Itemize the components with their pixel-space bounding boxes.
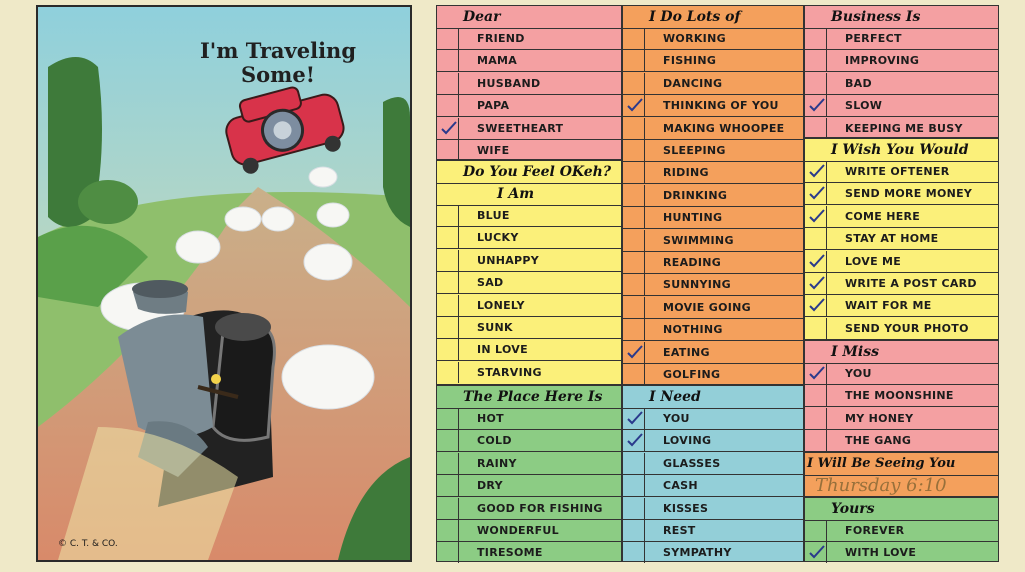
checkbox[interactable]: [805, 118, 827, 139]
checkbox[interactable]: [805, 161, 827, 182]
checklist-item-label: WITH LOVE: [845, 546, 917, 560]
checklist-item[interactable]: [437, 542, 621, 564]
checklist-item[interactable]: [437, 317, 621, 339]
checkbox[interactable]: [623, 430, 645, 451]
checklist-item[interactable]: [623, 28, 803, 50]
checkbox[interactable]: [623, 207, 645, 228]
checklist-item-label: SLOW: [845, 99, 883, 113]
checklist-item-label: WORKING: [663, 32, 726, 45]
section-wish: [804, 138, 999, 340]
checkbox[interactable]: [437, 295, 459, 316]
checklist-item-label: RAINY: [477, 456, 517, 470]
checklist-item[interactable]: [805, 318, 998, 340]
checklist-item-label: MAMA: [477, 54, 518, 68]
checklist-item[interactable]: [437, 339, 621, 361]
checklist-item[interactable]: [805, 542, 998, 564]
section-header-miss: I Miss: [805, 341, 998, 364]
publisher-credit: © C. T. & CO.: [58, 539, 118, 549]
checklist-item-label: LOVE ME: [845, 254, 902, 268]
checkbox[interactable]: [437, 205, 459, 226]
checklist-item-label: SYMPATHY: [663, 546, 732, 560]
checklist-item[interactable]: [437, 227, 621, 249]
checklist-item[interactable]: [805, 95, 998, 117]
checklist-item[interactable]: [805, 385, 998, 407]
check-mark-icon: [441, 121, 457, 135]
checklist-item[interactable]: [437, 272, 621, 294]
section-header-dear: Dear: [437, 6, 621, 29]
checklist-item-label: TIRESOME: [477, 546, 543, 560]
section-place: [436, 385, 622, 562]
checkbox[interactable]: [805, 318, 827, 339]
checklist-item-label: SWIMMING: [663, 233, 734, 247]
checklist-item[interactable]: [805, 206, 998, 228]
checklist-item[interactable]: [437, 205, 621, 227]
checklist-item-label: READING: [663, 256, 722, 269]
checklist-item-label: SEND MORE MONEY: [845, 187, 973, 201]
checklist-item[interactable]: [805, 430, 998, 452]
checklist-item-label: EATING: [663, 345, 710, 359]
section-header-yours: Yours: [805, 498, 998, 521]
checklist-item-label: KEEPING ME BUSY: [845, 121, 963, 135]
checklist-item[interactable]: [437, 453, 621, 475]
checkbox[interactable]: [623, 73, 645, 94]
checkbox[interactable]: [623, 453, 645, 474]
checklist-item[interactable]: [437, 140, 621, 162]
checkbox[interactable]: [437, 498, 459, 519]
section-dear: [436, 5, 622, 160]
illustration-title: [188, 39, 368, 87]
check-mark-icon: [809, 254, 825, 268]
checkbox[interactable]: [623, 162, 645, 183]
checklist-item[interactable]: [623, 453, 803, 475]
checkbox[interactable]: [805, 73, 827, 94]
checklist-item[interactable]: [805, 251, 998, 273]
checklist-item[interactable]: [805, 161, 998, 183]
checkbox[interactable]: [437, 430, 459, 451]
checklist-item[interactable]: [805, 363, 998, 385]
checklist-item[interactable]: [623, 274, 803, 296]
checklist-item[interactable]: [623, 185, 803, 207]
section-lots: [622, 5, 804, 385]
check-mark-icon: [809, 186, 825, 200]
checklist-item[interactable]: [437, 408, 621, 430]
checkbox[interactable]: [437, 542, 459, 563]
checklist-item-label: MY HONEY: [845, 411, 914, 425]
checklist-item-label: WRITE A POST CARD: [845, 277, 977, 290]
postcard-illustration: [36, 5, 412, 562]
checkbox[interactable]: [623, 50, 645, 71]
checkbox[interactable]: [805, 206, 827, 227]
checkbox[interactable]: [623, 364, 645, 385]
checklist-item[interactable]: [623, 430, 803, 452]
checkbox[interactable]: [437, 272, 459, 293]
section-miss: [804, 340, 999, 452]
checkbox[interactable]: [437, 28, 459, 49]
checkbox[interactable]: [623, 140, 645, 161]
checklist-item[interactable]: [805, 28, 998, 50]
checklist-item-label: UNHAPPY: [477, 253, 540, 267]
checkbox[interactable]: [623, 319, 645, 340]
checklist-item-label: SUNK: [477, 321, 513, 334]
checklist-item-label: HUNTING: [663, 211, 723, 225]
checklist-item-label: PAPA: [477, 99, 510, 113]
checkbox[interactable]: [437, 520, 459, 541]
checklist-item-label: STAY AT HOME: [845, 232, 939, 246]
checklist-item-label: WONDERFUL: [477, 524, 559, 537]
checklist-item[interactable]: [437, 250, 621, 272]
checklist-item-label: FOREVER: [845, 524, 905, 537]
checklist-item[interactable]: [437, 73, 621, 95]
section-header-lots: I Do Lots of: [623, 6, 803, 29]
checklist-item[interactable]: [437, 475, 621, 497]
checklist-item[interactable]: [623, 73, 803, 95]
checklist-item[interactable]: [623, 408, 803, 430]
checklist-item[interactable]: [623, 207, 803, 229]
column-1: [436, 5, 622, 562]
checkbox[interactable]: [623, 542, 645, 563]
checklist-item[interactable]: [805, 118, 998, 140]
checklist-item-label: GOOD FOR FISHING: [477, 501, 603, 515]
checklist-item[interactable]: [805, 183, 998, 205]
checkbox[interactable]: [437, 453, 459, 474]
checklist-item-label: KISSES: [663, 501, 709, 515]
checklist-item-label: RIDING: [663, 166, 709, 180]
checklist-item-label: HUSBAND: [477, 76, 541, 90]
checkbox[interactable]: [623, 475, 645, 496]
checkbox[interactable]: [437, 73, 459, 94]
checklist-item-label: THE GANG: [845, 434, 912, 448]
checklist-item-label: SWEETHEART: [477, 121, 564, 135]
check-mark-icon: [809, 545, 825, 559]
checklist-item-label: FRIEND: [477, 32, 525, 45]
check-mark-icon: [809, 98, 825, 112]
checklist-item[interactable]: [437, 118, 621, 140]
checklist-item[interactable]: [623, 319, 803, 341]
checklist-item[interactable]: [623, 118, 803, 140]
checklist-item-label: NOTHING: [663, 323, 723, 337]
section-feel: [436, 160, 622, 385]
checkbox[interactable]: [805, 228, 827, 249]
checklist-item[interactable]: [623, 230, 803, 252]
checkbox[interactable]: [437, 95, 459, 116]
checkbox[interactable]: [623, 95, 645, 116]
checkbox[interactable]: [623, 498, 645, 519]
column-2: [622, 5, 804, 562]
checklist-item-label: BAD: [845, 76, 872, 90]
checklist-item[interactable]: [623, 162, 803, 184]
checkbox[interactable]: [623, 230, 645, 251]
checklist-item-label: IMPROVING: [845, 54, 920, 68]
checkbox[interactable]: [437, 50, 459, 71]
checklist-item[interactable]: [437, 520, 621, 542]
checklist-item[interactable]: [623, 475, 803, 497]
checklist-item-label: HOT: [477, 412, 504, 425]
scene-art: [38, 7, 410, 560]
checkbox[interactable]: [805, 183, 827, 204]
check-mark-icon: [809, 366, 825, 380]
checklist-item[interactable]: [623, 364, 803, 386]
checklist-item-label: DANCING: [663, 76, 723, 90]
checklist-item[interactable]: [623, 95, 803, 117]
checklist-item-label: LUCKY: [477, 231, 519, 245]
checklist-item-label: MOVIE GOING: [663, 300, 751, 314]
section-header-seeing: I Will Be Seeing You: [805, 453, 998, 476]
checkbox[interactable]: [623, 274, 645, 295]
checklist-item-label: COME HERE: [845, 209, 921, 223]
checklist-item-label: WRITE OFTENER: [845, 165, 950, 178]
checklist-item[interactable]: [623, 297, 803, 319]
check-mark-icon: [809, 298, 825, 312]
checkbox[interactable]: [437, 227, 459, 248]
check-mark-icon: [627, 345, 643, 359]
checklist-item[interactable]: [623, 140, 803, 162]
check-mark-icon: [627, 433, 643, 447]
checkbox[interactable]: [623, 28, 645, 49]
checkbox[interactable]: [805, 50, 827, 71]
checklist-item[interactable]: [437, 28, 621, 50]
checklist-item[interactable]: [623, 252, 803, 274]
checklist-item[interactable]: [805, 228, 998, 250]
checkbox[interactable]: [805, 385, 827, 406]
checklist-item[interactable]: [437, 498, 621, 520]
checklist-item-label: COLD: [477, 434, 512, 448]
checklist-item-label: SUNNYING: [663, 278, 731, 292]
checkbox[interactable]: [805, 520, 827, 541]
checklist-item-label: CASH: [663, 479, 698, 493]
checklist-item-label: SLEEPING: [663, 144, 726, 157]
check-mark-icon: [809, 164, 825, 178]
checklist-item-label: SAD: [477, 276, 504, 290]
checklist-item[interactable]: [623, 520, 803, 542]
checkbox[interactable]: [805, 95, 827, 116]
checkbox[interactable]: [437, 250, 459, 271]
checkbox[interactable]: [805, 408, 827, 429]
checkbox[interactable]: [437, 475, 459, 496]
check-mark-icon: [627, 98, 643, 112]
checkbox[interactable]: [805, 542, 827, 563]
checkbox[interactable]: [623, 252, 645, 273]
checkbox[interactable]: [623, 408, 645, 429]
checkbox[interactable]: [805, 295, 827, 316]
checklist-item-label: REST: [663, 524, 696, 537]
checkbox[interactable]: [623, 342, 645, 363]
checklist-item[interactable]: [805, 520, 998, 542]
checkbox[interactable]: [437, 140, 459, 161]
section-seeing: [804, 452, 999, 497]
checklist-item-label: GOLFING: [663, 368, 721, 381]
section-yours: [804, 497, 999, 562]
checklist-item-label: YOU: [845, 367, 872, 380]
checklist-item-label: LONELY: [477, 298, 525, 312]
checklist-item[interactable]: [623, 542, 803, 564]
checkbox[interactable]: [437, 317, 459, 338]
checklist-item[interactable]: [623, 50, 803, 72]
checklist-item[interactable]: [437, 50, 621, 72]
check-mark-icon: [809, 209, 825, 223]
checklist-item[interactable]: [437, 362, 621, 384]
checkbox[interactable]: [805, 251, 827, 272]
checkbox[interactable]: [437, 362, 459, 383]
checklist-item-label: WIFE: [477, 144, 510, 157]
illustration-title-line2: Some!: [241, 62, 315, 87]
illustration-title-line1: I'm Traveling: [199, 38, 357, 63]
checklist-item-label: SEND YOUR PHOTO: [845, 321, 969, 335]
section-header-wish: I Wish You Would: [805, 139, 998, 162]
section-subheader-i-am: I Am: [437, 183, 621, 206]
checklist-item[interactable]: [805, 295, 998, 317]
checklist-item-label: WAIT FOR ME: [845, 299, 932, 313]
checkbox[interactable]: [437, 118, 459, 139]
checklist-grid: [436, 5, 999, 562]
checkbox[interactable]: [805, 430, 827, 451]
checklist-item-label: BLUE: [477, 209, 510, 222]
checkbox[interactable]: [805, 273, 827, 294]
checklist-item-label: DRINKING: [663, 188, 728, 202]
handwritten-note: Thursday 6:10: [815, 475, 947, 496]
check-mark-icon: [627, 411, 643, 425]
check-mark-icon: [809, 276, 825, 290]
checkbox[interactable]: [623, 297, 645, 318]
checklist-item[interactable]: [437, 295, 621, 317]
checklist-item-label: THE MOONSHINE: [845, 389, 954, 403]
section-business: [804, 5, 999, 138]
checklist-item[interactable]: [805, 50, 998, 72]
section-header-place: The Place Here Is: [437, 386, 621, 409]
checkbox[interactable]: [437, 408, 459, 429]
section-header-feel: Do You Feel OKeh?: [437, 161, 621, 184]
checklist-item-label: GLASSES: [663, 456, 721, 470]
checklist-item-label: DRY: [477, 479, 503, 493]
checklist-item-label: LOVING: [663, 434, 712, 448]
checkbox[interactable]: [623, 520, 645, 541]
checkbox[interactable]: [805, 28, 827, 49]
checklist-item[interactable]: [805, 273, 998, 295]
checklist-item-label: THINKING OF YOU: [663, 99, 779, 113]
section-header-need: I Need: [623, 386, 803, 409]
checklist-item[interactable]: [805, 408, 998, 430]
checkbox[interactable]: [437, 339, 459, 360]
checklist-item[interactable]: [623, 342, 803, 364]
checklist-item[interactable]: [623, 498, 803, 520]
checklist-item-label: STARVING: [477, 365, 542, 379]
section-need: [622, 385, 804, 562]
checkbox[interactable]: [805, 363, 827, 384]
checklist-item-label: MAKING WHOOPEE: [663, 121, 785, 135]
checklist-item-label: PERFECT: [845, 32, 902, 45]
checklist-item-label: YOU: [663, 412, 690, 425]
section-header-business: Business Is: [805, 6, 998, 29]
checklist-item[interactable]: [437, 430, 621, 452]
checkbox[interactable]: [623, 118, 645, 139]
checklist-item-label: IN LOVE: [477, 343, 528, 357]
checklist-item-label: FISHING: [663, 54, 717, 68]
checklist-item[interactable]: [805, 73, 998, 95]
checklist-item[interactable]: [437, 95, 621, 117]
column-3: [804, 5, 999, 562]
checkbox[interactable]: [623, 185, 645, 206]
